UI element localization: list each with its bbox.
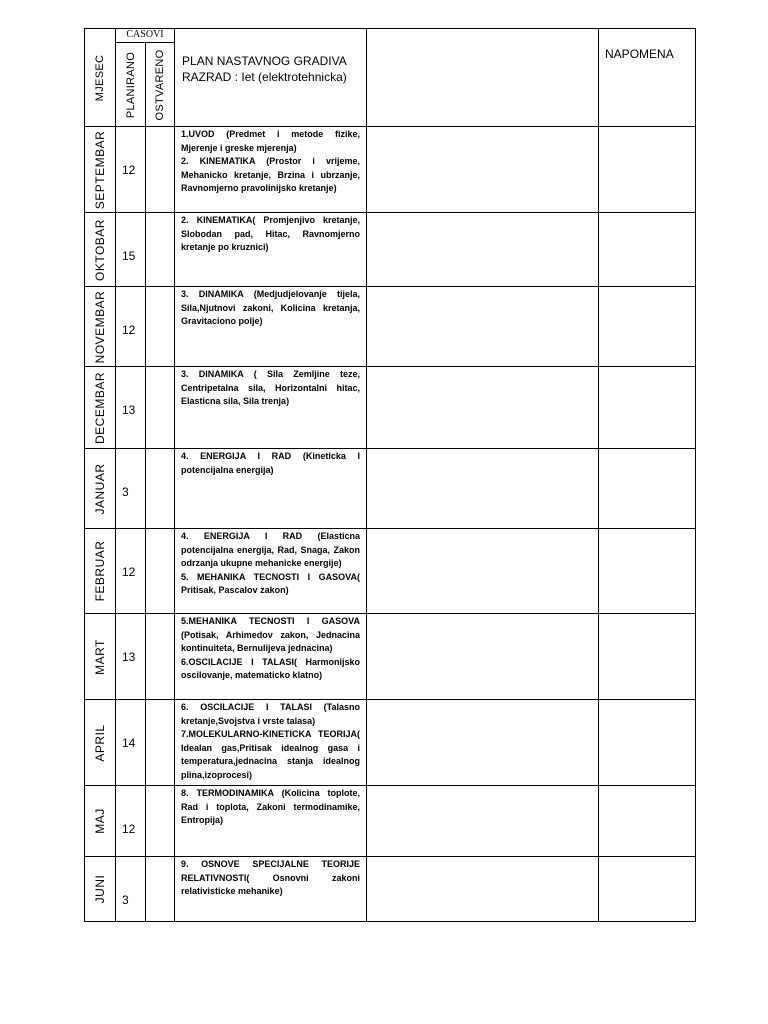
table-row [85,786,696,857]
month-cell [85,213,116,287]
empty-cell [367,700,599,786]
topic-cell [175,287,367,367]
empty-cell [367,786,599,857]
planned-hours: 12 [116,287,146,367]
topic-text: 3. DINAMIKA ( Sila Zemljine teze, Centripetalna sila, Horizontalni hitac, Elasticna sila, Sila trenja) [181,369,361,406]
table-row [85,614,696,700]
planned-header-cell [116,43,146,127]
remark-cell [599,287,696,367]
table-row [85,367,696,449]
month-cell [85,700,116,786]
empty-cell [367,857,599,922]
realized-header: OSTVARENO [154,49,166,120]
topic-text: 7.MOLEKULARNO-KINETICKA TEORIJA( Idealan gas,Pritisak idealnog gasa i temperatura,jednacina stanja idealnog plina,izoprocesi) [181,729,361,780]
topic-cell [175,614,367,700]
planned-hours: 13 [116,614,146,700]
topic-cell [175,367,367,449]
remark-cell [599,127,696,213]
topic-text: 4. ENERGIJA I RAD (Kineticka I potencijalna energija) [181,451,361,475]
remark-cell [599,700,696,786]
realized-hours [146,287,175,367]
month-label: NOVEMBAR [93,290,107,363]
empty-cell [367,127,599,213]
month-label: MAJ [93,808,107,834]
topic-cell [175,213,367,287]
planned-hours: 12 [116,786,146,857]
month-cell [85,287,116,367]
table-row [85,127,696,213]
realized-hours [146,614,175,700]
realized-hours [146,529,175,614]
planned-hours: 3 [116,857,146,922]
title-line-1: PLAN NASTAVNOG GRADIVA [182,54,347,68]
month-cell [85,786,116,857]
title-line-2: RAZRAD : Iet (elektrotehnicka) [182,70,347,84]
empty-cell [367,449,599,529]
topic-cell [175,127,367,213]
table-row [85,213,696,287]
remark-cell [599,449,696,529]
topic-cell [175,529,367,614]
month-cell [85,449,116,529]
realized-hours [146,449,175,529]
topic-text: 2. KINEMATIKA (Prostor i vrijeme, Mehanicko kretanje, Brzina i ubrzanje, Ravnomjerno pravolinijsko kretanje) [181,156,361,193]
table-row [85,287,696,367]
page-title [175,29,367,127]
topic-text: 8. TERMODINAMIKA (Kolicina toplote, Rad i toplota, Zakoni termodinamike, Entropija) [181,788,361,825]
planned-hours: 14 [116,700,146,786]
empty-cell [367,529,599,614]
month-cell [85,614,116,700]
month-label: OKTOBAR [93,218,107,281]
month-label: JANUAR [93,462,107,515]
remark-cell [599,367,696,449]
month-label: FEBRUAR [93,540,107,602]
topic-text: 5.MEHANIKA TECNOSTI I GASOVA (Potisak, Arhimedov zakon, Jednacina kontinuiteta, Bernulijeva jednacina) [181,616,361,653]
planned-hours: 3 [116,449,146,529]
month-cell [85,367,116,449]
planned-hours: 12 [116,529,146,614]
realized-header-cell [146,43,175,127]
empty-cell [367,367,599,449]
month-cell [85,127,116,213]
table-row [85,857,696,922]
realized-hours [146,213,175,287]
month-header-cell [85,29,116,127]
plan-table [84,28,696,922]
topic-text: 3. DINAMIKA (Medjudjelovanje tijela, Sila,Njutnovi zakoni, Kolicina kretanja, Gravitaciono polje) [181,289,361,326]
topic-cell [175,449,367,529]
topic-text: 4. ENERGIJA I RAD (Elasticna potencijalna energija, Rad, Snaga, Zakon odrzanja ukupne mehanicke energije) [181,531,361,568]
hours-header: ČASOVI [116,29,175,43]
realized-hours [146,700,175,786]
planned-hours: 15 [116,213,146,287]
remark-cell [599,857,696,922]
realized-hours [146,857,175,922]
topic-text: 6. OSCILACIJE I TALASI (Talasno kretanje,Svojstva i vrste talasa) [181,702,361,726]
month-cell [85,529,116,614]
topic-text: 1.UVOD (Predmet i metode fizike, Mjerenje i greske mjerenja) [181,129,361,153]
table-row [85,700,696,786]
table-row [85,449,696,529]
planned-hours: 13 [116,367,146,449]
planned-header: PLANIRANO [124,51,137,118]
month-cell [85,857,116,922]
empty-cell [367,614,599,700]
remark-cell [599,614,696,700]
remark-header: NAPOMENA [599,29,696,127]
topic-text: 5. MEHANIKA TECNOSTI I GASOVA( Pritisak, Pascalov zakon) [181,571,361,595]
topic-text: 2. KINEMATIKA( Promjenjivo kretanje, Slobodan pad, Hitac, Ravnomjerno kretanje po kruznici) [181,215,361,252]
topic-cell [175,857,367,922]
empty-cell [367,213,599,287]
topic-cell [175,786,367,857]
topic-text: 9. OSNOVE SPECIJALNE TEORIJE RELATIVNOSTI( Osnovni zakoni relativisticke mehanike) [181,859,361,896]
realized-hours [146,367,175,449]
month-label: MART [93,638,107,675]
empty-cell [367,287,599,367]
realized-hours [146,786,175,857]
empty-header-cell [367,29,599,127]
topic-cell [175,700,367,786]
topic-text: 6.OSCILACIJE I TALASI( Harmonijsko oscilovanje, matematicko klatno) [181,656,361,680]
remark-cell [599,786,696,857]
month-label: APRIL [93,723,107,762]
remark-cell [599,529,696,614]
table-row [85,529,696,614]
realized-hours [146,127,175,213]
remark-cell [599,213,696,287]
month-label: JUNI [93,874,107,904]
planned-hours: 12 [116,127,146,213]
month-label: SEPTEMBAR [93,130,107,209]
month-header: MJESEC [94,54,106,101]
month-label: DECEMBAR [93,371,107,444]
